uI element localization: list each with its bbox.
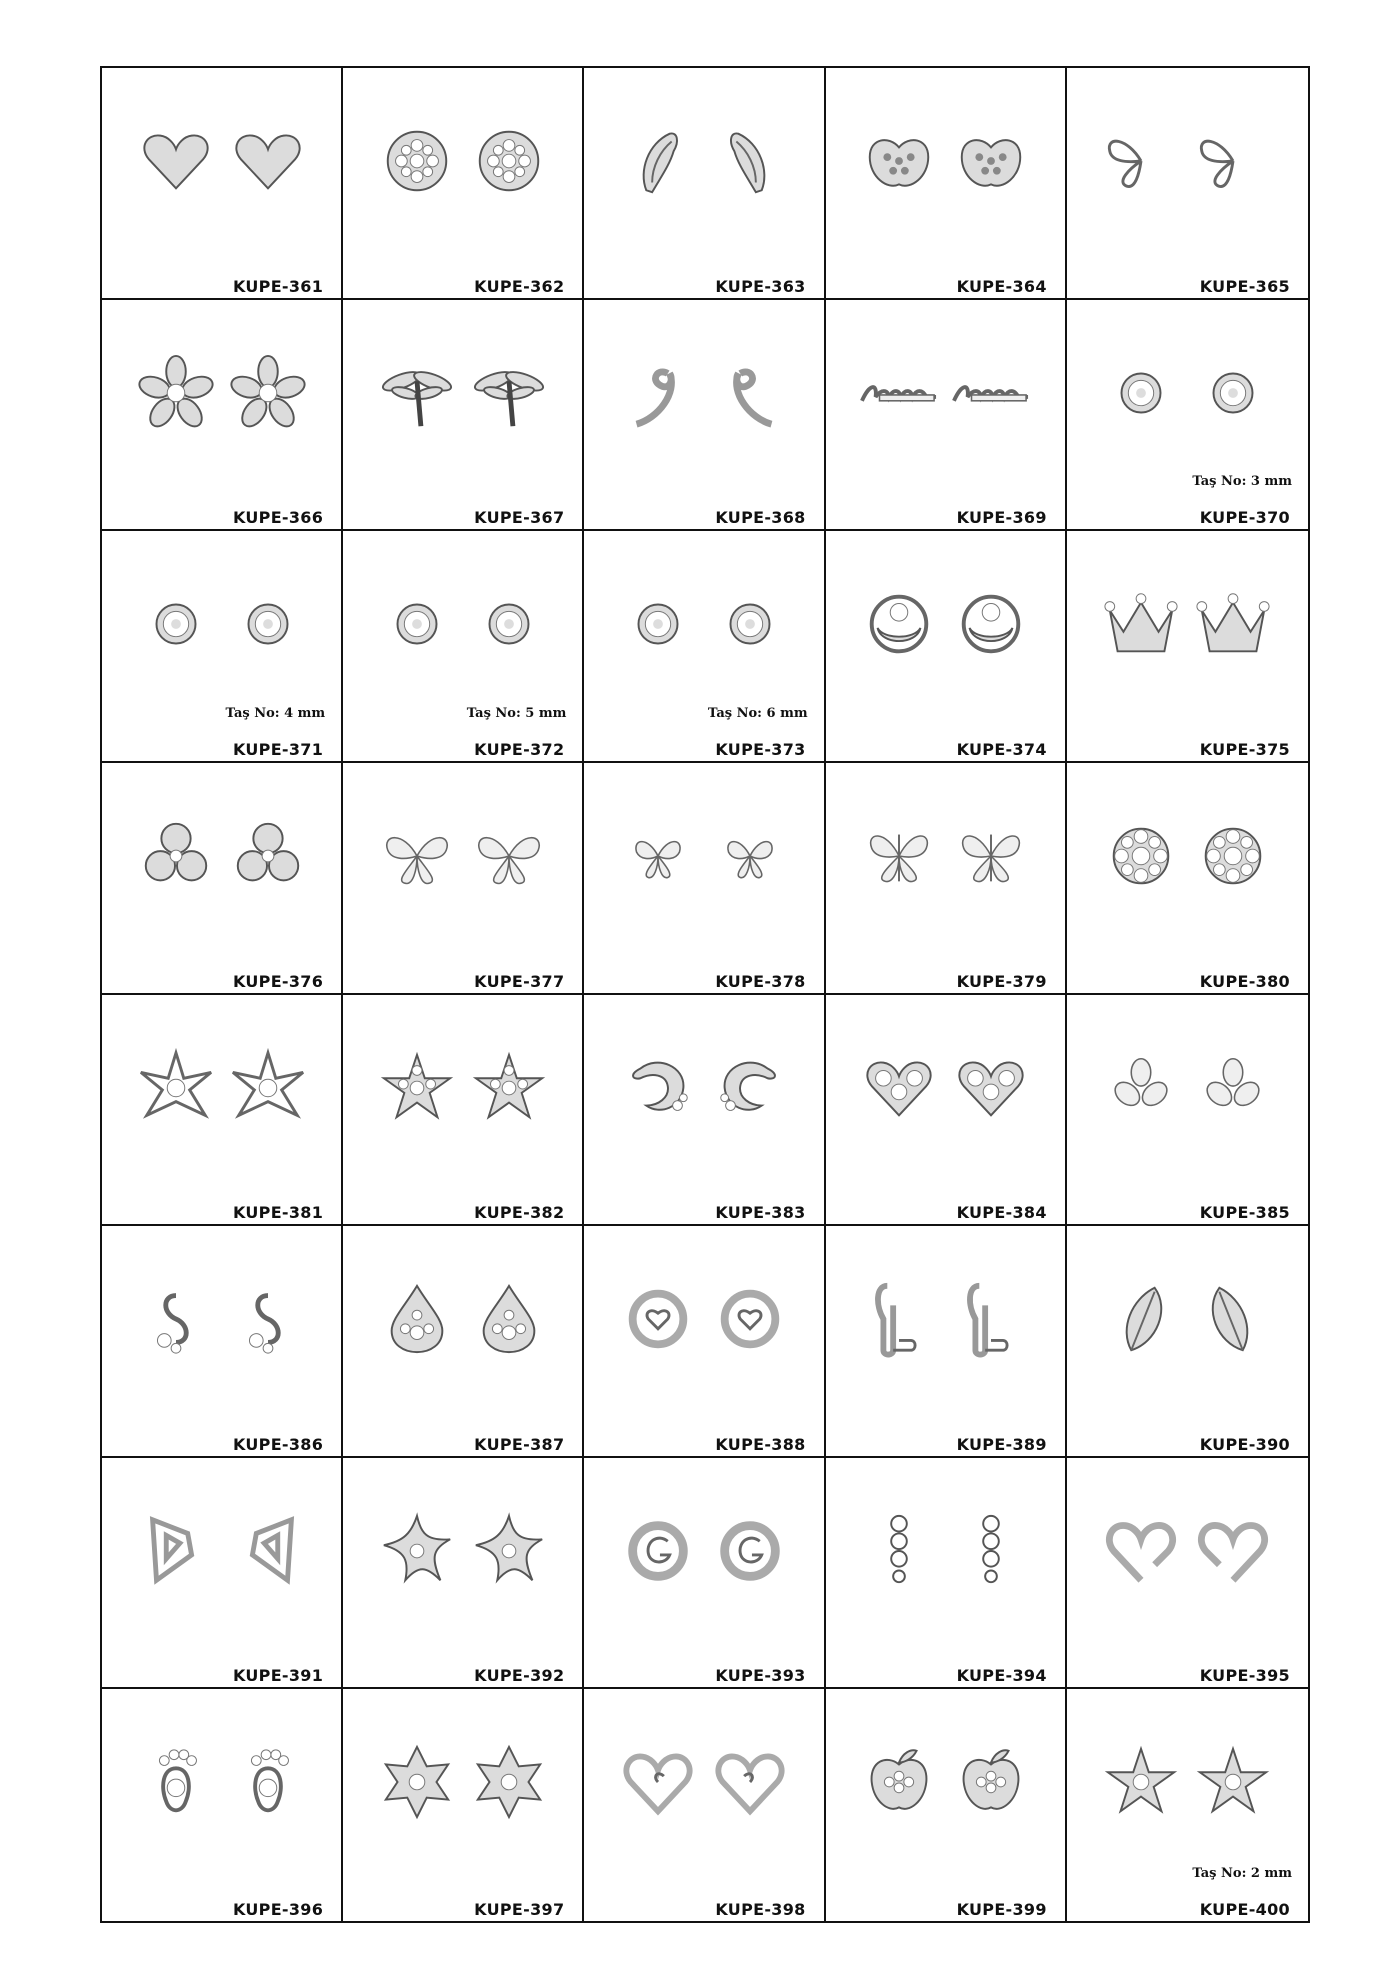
product-cell-kupe-383: [584, 995, 825, 1227]
cluster-flower-icon-right: [1194, 817, 1272, 895]
star-cluster-icon-left: [378, 1049, 456, 1127]
earring-pair: [343, 1727, 582, 1837]
three-leaf-icon-right: [1194, 1049, 1272, 1127]
earring-pair: [584, 106, 823, 216]
product-cell-kupe-379: [826, 763, 1067, 995]
earring-pair: [584, 1033, 823, 1143]
earring-pair: [584, 1496, 823, 1606]
flower-icon-right: [229, 354, 307, 432]
ornate-butterfly-icon-left: [860, 817, 938, 895]
script-word-icon-right: [952, 354, 1030, 432]
earring-pair: [102, 106, 341, 216]
stone-size: Taş No: 2 mm: [1192, 1866, 1292, 1881]
six-point-star-icon-right: [470, 1743, 548, 1821]
product-cell-kupe-397: [343, 1689, 584, 1921]
product-cell-kupe-391: [102, 1458, 343, 1690]
product-code: KUPE-393: [715, 1666, 806, 1686]
product-code: KUPE-399: [956, 1900, 1047, 1919]
earring-pair: [1067, 338, 1308, 448]
product-code: KUPE-375: [1199, 739, 1290, 759]
apple-pave-icon-left: [860, 1743, 938, 1821]
trefoil-icon-left: [137, 817, 215, 895]
round-stud-icon-right: [229, 585, 307, 663]
safety-pin-icon-right: [952, 1280, 1030, 1358]
product-code: KUPE-398: [715, 1900, 806, 1919]
waw-letter-icon-left: [619, 354, 697, 432]
product-cell-kupe-388: [584, 1226, 825, 1458]
small-butterfly-icon-left: [619, 817, 697, 895]
star-icon-right: [1194, 1743, 1272, 1821]
product-cell-kupe-369: [826, 300, 1067, 532]
script-word-icon-left: [860, 354, 938, 432]
earring-pair: [826, 569, 1065, 679]
teardrop-icon-left: [378, 1280, 456, 1358]
earring-pair: [826, 1496, 1065, 1606]
earring-pair: [584, 1264, 823, 1374]
round-pave-icon-left: [378, 122, 456, 200]
product-code: KUPE-376: [232, 971, 324, 991]
product-code: KUPE-363: [715, 276, 806, 296]
safety-pin-icon-left: [860, 1280, 938, 1358]
dolphin-icon-left: [619, 1049, 697, 1127]
starfish-icon-left: [378, 1512, 456, 1590]
product-code: KUPE-378: [715, 971, 806, 991]
product-code: KUPE-382: [474, 1203, 565, 1223]
six-point-star-icon-left: [378, 1743, 456, 1821]
earring-pair: [102, 801, 341, 911]
product-code: KUPE-384: [956, 1203, 1047, 1223]
product-code: KUPE-381: [232, 1203, 324, 1223]
letter-g-ring-icon-left: [619, 1512, 697, 1590]
product-code: KUPE-386: [232, 1434, 324, 1454]
heart-ring-icon-right: [711, 1280, 789, 1358]
product-code: KUPE-366: [232, 508, 324, 528]
product-code: KUPE-380: [1199, 971, 1290, 991]
flower-icon-left: [137, 354, 215, 432]
product-cell-kupe-366: [102, 300, 343, 532]
heart-stones-icon-left: [860, 1049, 938, 1127]
product-code: KUPE-379: [956, 971, 1047, 991]
teardrop-icon-right: [470, 1280, 548, 1358]
earring-pair: [1067, 569, 1308, 679]
round-stud-icon-right: [470, 585, 548, 663]
earring-pair: [826, 1264, 1065, 1374]
product-cell-kupe-368: [584, 300, 825, 532]
heart-ring-icon-left: [619, 1280, 697, 1358]
lotus-star-icon-right: [229, 1049, 307, 1127]
product-cell-kupe-398: [584, 1689, 825, 1921]
star-icon-left: [1102, 1743, 1180, 1821]
earring-pair: [826, 1727, 1065, 1837]
product-code: KUPE-368: [715, 508, 806, 528]
angel-wing-icon-right: [711, 122, 789, 200]
starfish-icon-right: [470, 1512, 548, 1590]
product-cell-kupe-365: [1067, 68, 1308, 300]
product-cell-kupe-362: [343, 68, 584, 300]
product-code: KUPE-390: [1199, 1434, 1290, 1454]
product-cell-kupe-389: [826, 1226, 1067, 1458]
product-cell-kupe-382: [343, 995, 584, 1227]
product-cell-kupe-376: [102, 763, 343, 995]
earring-pair: [343, 801, 582, 911]
baby-foot-icon-left: [137, 1743, 215, 1821]
earring-pair: [1067, 106, 1308, 216]
earring-pair: [1067, 1033, 1308, 1143]
product-code: KUPE-374: [956, 739, 1047, 759]
earring-pair: [102, 1264, 341, 1374]
ornate-butterfly-icon-right: [952, 817, 1030, 895]
product-cell-kupe-363: [584, 68, 825, 300]
trefoil-icon-right: [229, 817, 307, 895]
climber-icon-left: [860, 1512, 938, 1590]
earring-pair: [584, 569, 823, 679]
earring-pair: [584, 801, 823, 911]
small-butterfly-icon-right: [711, 817, 789, 895]
product-code: KUPE-370: [1199, 508, 1290, 528]
crown-icon-right: [1194, 585, 1272, 663]
product-code: KUPE-365: [1199, 276, 1290, 296]
open-heart-icon-right: [1194, 1512, 1272, 1590]
waw-letter-icon-right: [711, 354, 789, 432]
earring-pair: [343, 1033, 582, 1143]
product-code: KUPE-396: [232, 1900, 324, 1919]
angel-wing-icon-left: [619, 122, 697, 200]
earring-pair: [343, 1264, 582, 1374]
product-code: KUPE-364: [956, 276, 1047, 296]
product-cell-kupe-373: [584, 531, 825, 763]
earring-pair: [1067, 801, 1308, 911]
product-cell-kupe-375: [1067, 531, 1308, 763]
infinity-drop-icon-right: [229, 1280, 307, 1358]
star-cluster-icon-right: [470, 1049, 548, 1127]
abstract-wing-icon-right: [229, 1512, 307, 1590]
apple-icon-right: [952, 122, 1030, 200]
product-cell-kupe-393: [584, 1458, 825, 1690]
round-stud-icon-left: [1102, 354, 1180, 432]
product-cell-kupe-390: [1067, 1226, 1308, 1458]
product-cell-kupe-396: [102, 1689, 343, 1921]
moon-circle-icon-left: [860, 585, 938, 663]
product-code: KUPE-373: [715, 739, 806, 759]
product-code: KUPE-377: [474, 971, 565, 991]
earring-pair: [584, 1727, 823, 1837]
earring-pair: [343, 338, 582, 448]
stone-size: Taş No: 6 mm: [707, 705, 808, 721]
cluster-flower-icon-left: [1102, 817, 1180, 895]
swirl-heart-icon-left: [619, 1743, 697, 1821]
product-cell-kupe-385: [1067, 995, 1308, 1227]
product-code: KUPE-361: [232, 276, 324, 296]
round-stud-icon-left: [137, 585, 215, 663]
product-grid: [100, 66, 1310, 1923]
product-cell-kupe-371: [102, 531, 343, 763]
heart-icon-left: [137, 122, 215, 200]
product-cell-kupe-370: [1067, 300, 1308, 532]
earring-pair: [102, 1496, 341, 1606]
product-code: KUPE-383: [715, 1203, 806, 1223]
butterfly-icon-left: [378, 817, 456, 895]
product-code: KUPE-367: [474, 508, 565, 528]
abstract-wing-icon-left: [137, 1512, 215, 1590]
baby-foot-icon-right: [229, 1743, 307, 1821]
stone-size: Taş No: 3 mm: [1192, 474, 1292, 490]
product-code: KUPE-391: [232, 1666, 324, 1686]
leaf-icon-left: [1102, 1280, 1180, 1358]
climber-icon-right: [952, 1512, 1030, 1590]
product-code: KUPE-392: [474, 1666, 565, 1686]
round-stud-icon-left: [378, 585, 456, 663]
round-pave-icon-right: [470, 122, 548, 200]
heart-icon-right: [229, 122, 307, 200]
product-cell-kupe-374: [826, 531, 1067, 763]
product-code: KUPE-394: [956, 1666, 1047, 1686]
product-code: KUPE-400: [1199, 1900, 1290, 1919]
open-heart-icon-left: [1102, 1512, 1180, 1590]
infinity-drop-icon-left: [137, 1280, 215, 1358]
earring-pair: [343, 1496, 582, 1606]
dragonfly-icon-right: [470, 354, 548, 432]
swirl-heart-icon-right: [711, 1743, 789, 1821]
round-stud-icon-left: [619, 585, 697, 663]
lotus-star-icon-left: [137, 1049, 215, 1127]
product-cell-kupe-377: [343, 763, 584, 995]
product-cell-kupe-364: [826, 68, 1067, 300]
product-cell-kupe-392: [343, 1458, 584, 1690]
product-cell-kupe-394: [826, 1458, 1067, 1690]
crown-icon-left: [1102, 585, 1180, 663]
earring-pair: [1067, 1727, 1308, 1837]
product-cell-kupe-386: [102, 1226, 343, 1458]
product-cell-kupe-384: [826, 995, 1067, 1227]
earring-pair: [1067, 1496, 1308, 1606]
earring-pair: [102, 1727, 341, 1837]
heart-stones-icon-right: [952, 1049, 1030, 1127]
product-cell-kupe-395: [1067, 1458, 1308, 1690]
butterfly-outline-icon-left: [1102, 122, 1180, 200]
product-cell-kupe-399: [826, 1689, 1067, 1921]
earring-pair: [102, 569, 341, 679]
three-leaf-icon-left: [1102, 1049, 1180, 1127]
product-code: KUPE-395: [1199, 1666, 1290, 1686]
earring-pair: [826, 1033, 1065, 1143]
product-cell-kupe-372: [343, 531, 584, 763]
round-stud-icon-right: [1194, 354, 1272, 432]
product-cell-kupe-367: [343, 300, 584, 532]
earring-pair: [1067, 1264, 1308, 1374]
product-code: KUPE-371: [232, 739, 324, 759]
letter-g-ring-icon-right: [711, 1512, 789, 1590]
product-code: KUPE-388: [715, 1434, 806, 1454]
product-cell-kupe-361: [102, 68, 343, 300]
butterfly-outline-icon-right: [1194, 122, 1272, 200]
product-code: KUPE-397: [474, 1900, 565, 1919]
earring-pair: [343, 569, 582, 679]
dragonfly-icon-left: [378, 354, 456, 432]
earring-pair: [826, 801, 1065, 911]
product-code: KUPE-387: [474, 1434, 565, 1454]
leaf-icon-right: [1194, 1280, 1272, 1358]
product-cell-kupe-381: [102, 995, 343, 1227]
earring-pair: [102, 1033, 341, 1143]
product-cell-kupe-380: [1067, 763, 1308, 995]
earring-pair: [102, 338, 341, 448]
product-code: KUPE-369: [956, 508, 1047, 528]
product-code: KUPE-362: [474, 276, 565, 296]
product-code: KUPE-385: [1199, 1203, 1290, 1223]
product-code: KUPE-372: [474, 739, 565, 759]
earring-pair: [826, 338, 1065, 448]
product-cell-kupe-387: [343, 1226, 584, 1458]
apple-pave-icon-right: [952, 1743, 1030, 1821]
product-code: KUPE-389: [956, 1434, 1047, 1454]
butterfly-icon-right: [470, 817, 548, 895]
product-cell-kupe-400: [1067, 1689, 1308, 1921]
earring-pair: [343, 106, 582, 216]
round-stud-icon-right: [711, 585, 789, 663]
apple-icon-left: [860, 122, 938, 200]
dolphin-icon-right: [711, 1049, 789, 1127]
stone-size: Taş No: 4 mm: [225, 705, 326, 721]
stone-size: Taş No: 5 mm: [466, 705, 567, 721]
product-cell-kupe-378: [584, 763, 825, 995]
earring-pair: [826, 106, 1065, 216]
moon-circle-icon-right: [952, 585, 1030, 663]
earring-pair: [584, 338, 823, 448]
